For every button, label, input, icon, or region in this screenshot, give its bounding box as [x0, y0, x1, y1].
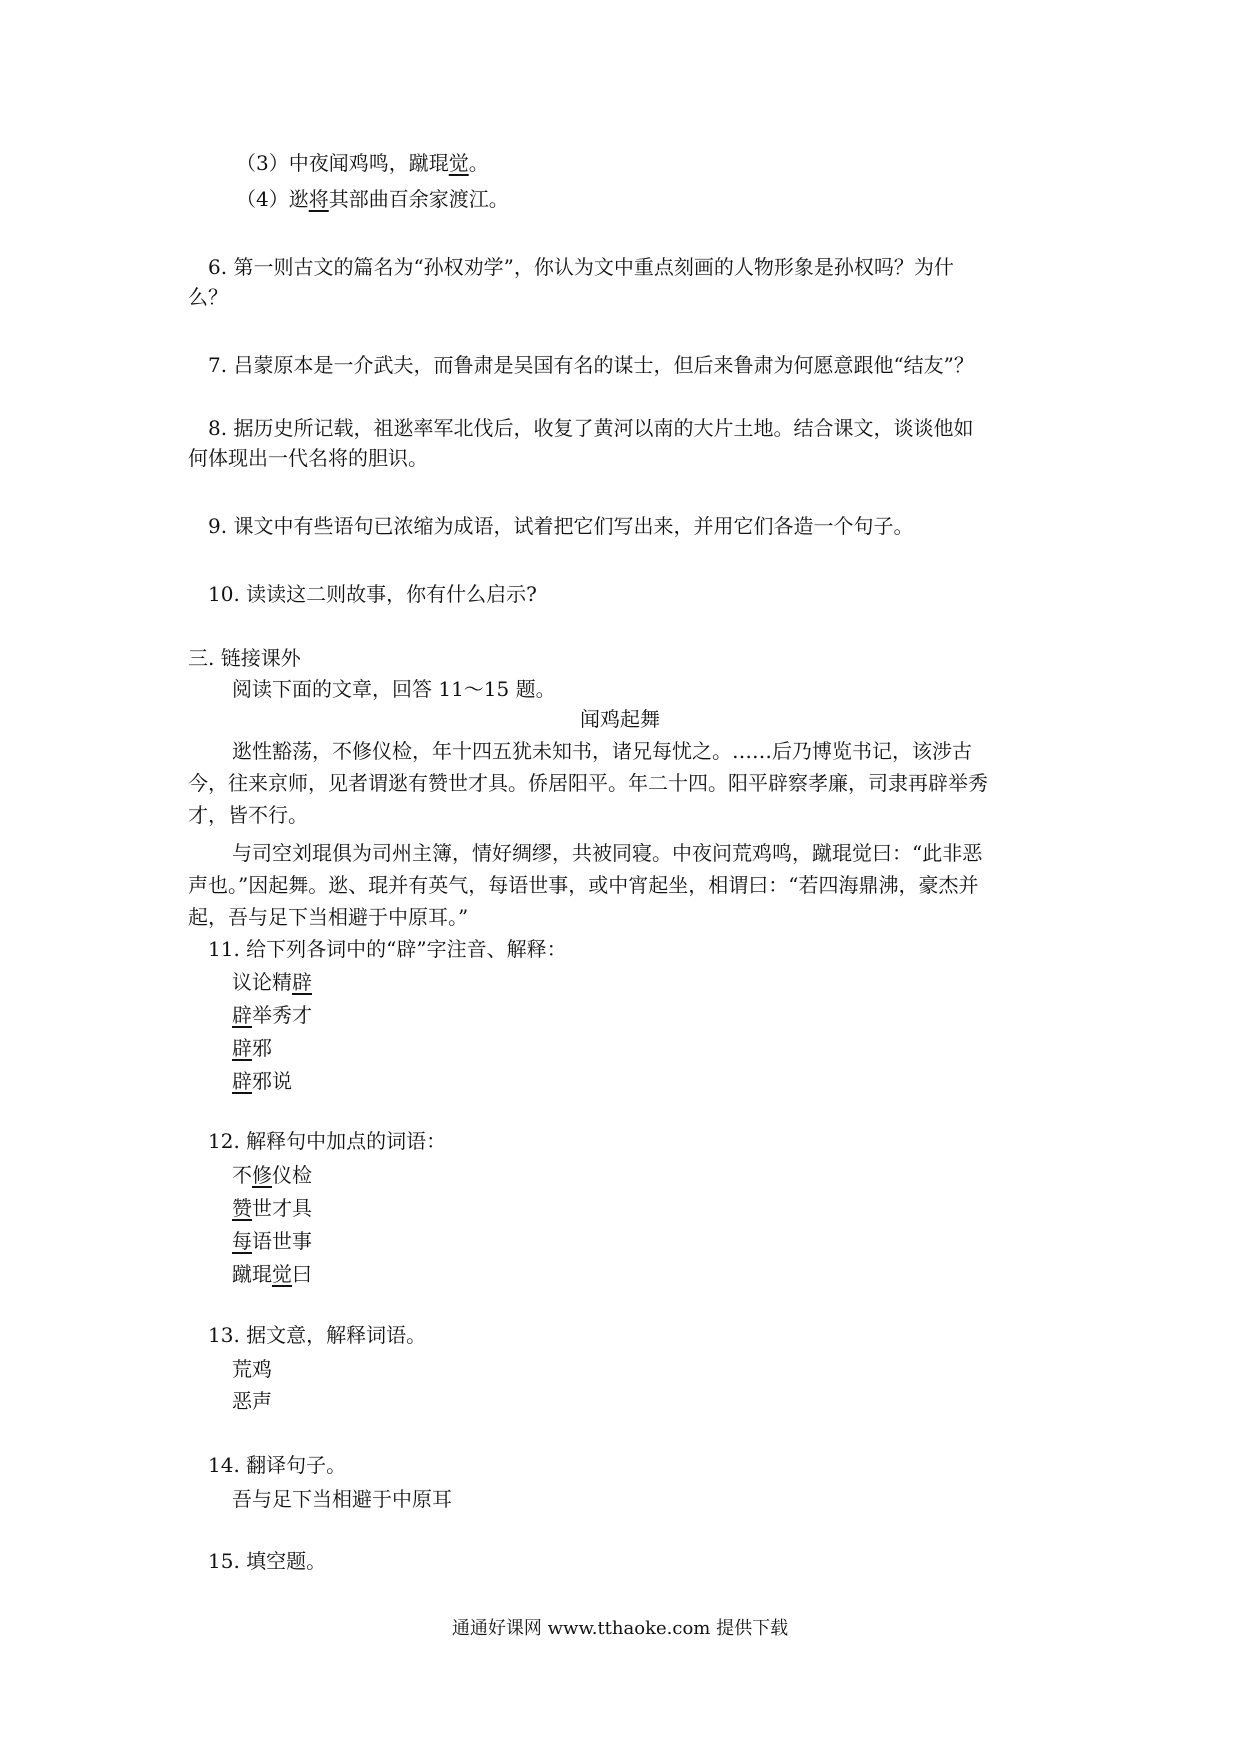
q12-marked-char: 赞	[232, 1196, 252, 1220]
q11-item-text: 举秀才	[252, 1003, 312, 1027]
passage-paragraph-1-line-1: 逖性豁荡，不修仪检，年十四五犹未知书，诸兄每忧之。……后乃博览书记，该涉古	[232, 739, 972, 763]
q5-item-3	[236, 150, 489, 176]
q5-item-4-text: （4）逖	[236, 187, 309, 211]
question-13-stem: 13. 据文意，解释词语。	[208, 1323, 427, 1347]
question-12-stem: 12. 解释句中加点的词语：	[208, 1129, 447, 1153]
section-3-instruction: 阅读下面的文章，回答 11～15 题。	[232, 677, 556, 701]
q11-marked-char: 辟	[232, 1003, 252, 1027]
passage-paragraph-2-line-2: 声也。”因起舞。逖、琨并有英气，每语世事，或中宵起坐，相谓曰：“若四海鼎沸，豪杰并	[188, 873, 979, 897]
q12-item-text: 世才具	[252, 1196, 312, 1220]
question-8-line-2: 何体现出一代名将的胆识。	[188, 446, 428, 470]
passage-title: 闻鸡起舞	[580, 707, 660, 731]
q12-item	[232, 1261, 312, 1287]
q11-marked-char: 辟	[232, 1069, 252, 1093]
q12-item	[232, 1195, 312, 1221]
q11-marked-char: 辟	[292, 970, 312, 994]
q11-item-text: 议论精	[232, 970, 292, 994]
q5-item-4	[236, 186, 509, 212]
question-11-stem: 11. 给下列各词中的“辟”字注音、解释：	[208, 937, 567, 961]
q5-item-3-marked-char: 觉	[448, 151, 469, 175]
q5-item-4-text-end: 其部曲百余家渡江。	[328, 187, 509, 211]
question-8-line-1: 8. 据历史所记载，祖逖率军北伐后，收复了黄河以南的大片土地。结合课文，谈谈他如	[208, 416, 974, 440]
q12-item-text: 语世事	[252, 1229, 312, 1253]
q11-item	[232, 1002, 312, 1028]
passage-paragraph-2-line-1: 与司空刘琨俱为司州主簿，情好绸缪，共被同寝。中夜问荒鸡鸣，蹴琨觉曰：“此非恶	[232, 841, 983, 865]
question-6-line-1: 6. 第一则古文的篇名为“孙权劝学”，你认为文中重点刻画的人物形象是孙权吗？为什	[208, 255, 954, 279]
q12-item	[232, 1228, 312, 1254]
question-15-stem: 15. 填空题。	[208, 1549, 327, 1573]
q13-word-1: 荒鸡	[232, 1357, 272, 1381]
question-7: 7. 吕蒙原本是一介武夫，而鲁肃是吴国有名的谋士，但后来鲁肃为何愿意跟他“结友”？	[208, 353, 974, 377]
q11-item	[232, 1068, 292, 1094]
q11-item-text: 邪	[252, 1036, 272, 1060]
section-3-heading: 三. 链接课外	[188, 646, 301, 670]
question-14-stem: 14. 翻译句子。	[208, 1453, 347, 1477]
q12-item-text: 蹴琨	[232, 1262, 272, 1286]
q5-item-3-text-end: 。	[468, 151, 489, 175]
page-footer: 通通好课网 www.tthaoke.com 提供下载	[451, 1618, 789, 1639]
q11-item	[232, 969, 312, 995]
question-10: 10. 读读这二则故事，你有什么启示?	[208, 582, 537, 606]
q11-item	[232, 1035, 272, 1061]
passage-paragraph-1-line-3: 才，皆不行。	[188, 803, 308, 827]
q12-item-text: 不	[232, 1163, 252, 1187]
q12-item	[232, 1162, 312, 1188]
q12-marked-char: 每	[232, 1229, 252, 1253]
q12-marked-char: 修	[252, 1163, 272, 1187]
q5-item-4-marked-char: 将	[308, 187, 329, 211]
q13-word-2: 恶声	[232, 1389, 272, 1413]
q11-item-text: 邪说	[252, 1069, 292, 1093]
q14-sentence: 吾与足下当相避于中原耳	[232, 1487, 452, 1511]
passage-paragraph-1-line-2: 今，往来京师，见者谓逖有赞世才具。侨居阳平。年二十四。阳平辟察孝廉，司隶再辟举秀	[188, 771, 988, 795]
q5-item-3-text: （3）中夜闻鸡鸣，蹴琨	[236, 151, 449, 175]
q12-marked-char: 觉	[272, 1262, 292, 1286]
question-6-line-2: 么？	[188, 285, 228, 309]
passage-paragraph-2-line-3: 起，吾与足下当相避于中原耳。”	[188, 905, 469, 929]
q12-item-text-end: 曰	[292, 1262, 312, 1286]
question-9: 9. 课文中有些语句已浓缩为成语，试着把它们写出来，并用它们各造一个句子。	[208, 514, 914, 538]
q12-item-text-end: 仪检	[272, 1163, 312, 1187]
q11-marked-char: 辟	[232, 1036, 252, 1060]
